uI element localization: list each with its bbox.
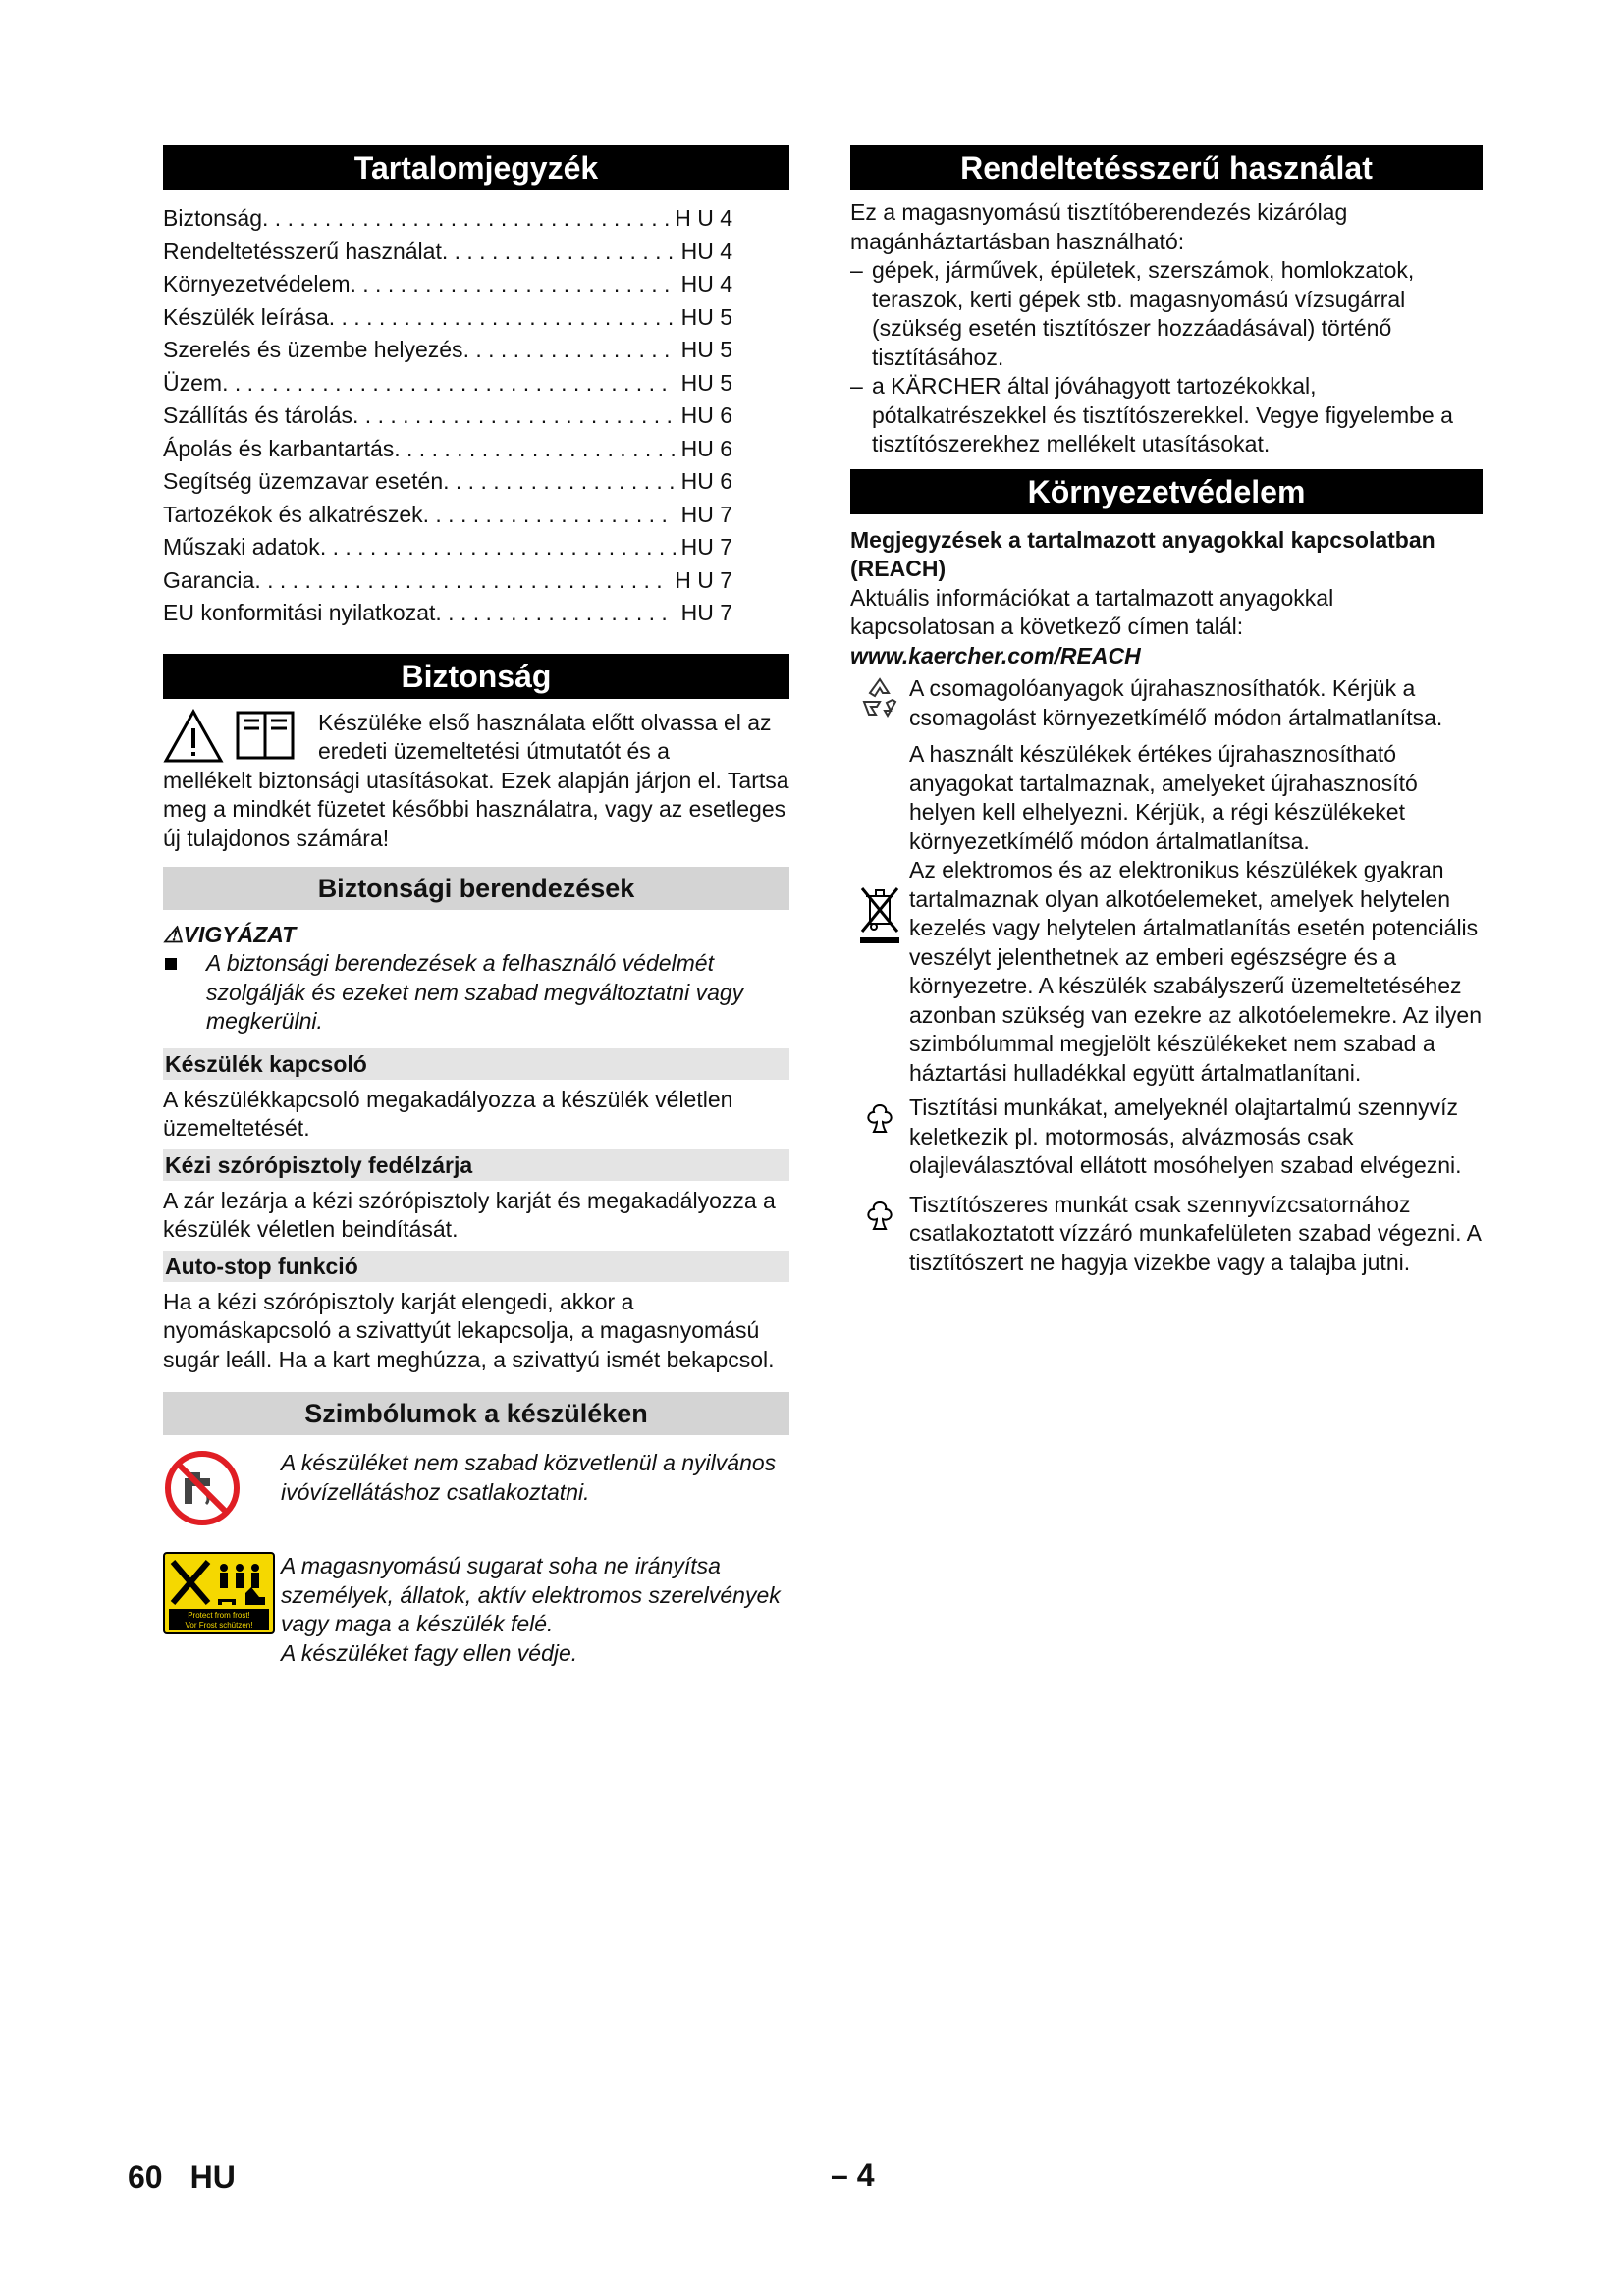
safety-intro-text-1: Készüléke első használata előtt olvassa el az eredeti üzemeltetési útmutatót és a [318,709,772,764]
toc-item[interactable]: Szerelés és üzembe helyezés . . . HU 5 [163,334,732,367]
safety-intro [163,709,789,767]
language-code: HU [189,2160,236,2195]
intended-use-item-1: – gépek, járművek, épületek, szerszámok, homlokzatok, teraszok, kerti gépek stb. magasnyomású vízsugárral (szükség esetén tisztítószer hozzáadásával) történő tisztításához. [850,256,1483,372]
toc-item[interactable]: Műszaki adatok . . . HU 7 [163,531,732,564]
symbol-row-water [163,1449,789,1532]
recycling-icon [858,674,901,718]
packaging-text: A csomagolóanyagok újrahasznosíthatók. Kérjük a csomagolást környezetkímélő módon ártalmatlanítsa. [909,675,1443,730]
safety-heading: Biztonság [163,654,789,699]
switch-subheading: Készülék kapcsoló [163,1048,789,1080]
safety-intro-text-2: mellékelt biztonsági utasításokat. Ezek alapján járjon el. Tartsa meg a mindkét füzetet későbbi használatra, vagy az esetleges új tulajdonos számára! [163,767,789,851]
symbol-water-text: A készüléket nem szabad közvetlenül a nyilvános ivóvízellátáshoz csatlakoztatni. [281,1450,777,1505]
toc-item[interactable]: Üzem . . . HU 5 [163,367,732,400]
env-detergent-row [850,1191,1483,1278]
weee-text: A használt készülékek értékes újrahasznosítható anyagokat tartalmaznak, amelyeket újrahasznosító helyen kell elhelyezni. Kérjük, a régi készülékeket környezetkímélő módon ártalmatlanítsa. [909,741,1418,854]
intended-use-item-2: – a KÄRCHER által jóváhagyott tartozékokkal, pótalkatrészekkel és tisztítószerekkel. Vegye figyelembe a tisztítószerekhez mellékelt utasításokat. [850,372,1483,459]
toc-item[interactable]: EU konformitási nyilatkozat . . . HU 7 [163,597,732,630]
intended-use-item-1-text: gépek, járművek, épületek, szerszámok, homlokzatok, teraszok, kerti gépek stb. magasnyomású vízsugárral (szükség esetén tisztítószer hozzáadásával) történő tisztításához. [872,257,1415,370]
symbol-jet-text: A magasnyomású sugarat soha ne irányítsa személyek, állatok, aktív elektromos szerelvények vagy maga a készülék felé. [281,1553,781,1636]
right-column [850,145,1483,1277]
manual-book-icon [234,709,297,764]
environment-tree-icon [862,1199,897,1234]
env-oil-row [850,1094,1483,1181]
crossed-out-bin-icon [858,884,901,943]
frost-label-1: Protect from frost! [188,1611,250,1620]
reach-url[interactable]: www.kaercher.com/REACH [850,642,1141,668]
intended-use-intro: Ez a magasnyomású tisztítóberendezés kizárólag magánháztartásban használható: [850,199,1348,254]
toc-item[interactable]: Tartozékok és alkatrészek . . . HU 7 [163,499,732,532]
symbol-frost-text: A készüléket fagy ellen védje. [281,1639,578,1666]
bullet-square [165,958,177,970]
env-weee-row [850,740,1483,1088]
toc-item[interactable]: Környezetvédelem . . . HU 4 [163,268,732,301]
page-footer [128,2160,263,2196]
lock-subheading: Kézi szórópisztoly fedélzárja [163,1149,789,1181]
warning-label: ⚠VIGYÁZAT [163,922,297,947]
toc-item[interactable]: Készülék leírása . . . HU 5 [163,301,732,335]
symbols-heading: Szimbólumok a készüléken [163,1392,789,1435]
oil-text: Tisztítási munkákat, amelyeknél olajtartalmú szennyvíz keletkezik pl. motormosás, alvázmosás csak olajleválasztóval ellátott mosóhelyen szabad elvégezni. [909,1095,1462,1178]
env-packaging-row [850,674,1483,732]
warning-bullet [163,949,789,1037]
environment-heading: Környezetvédelem [850,469,1483,514]
toc-item[interactable]: Biztonság . . . H U 4 [163,202,732,236]
toc-item[interactable]: Segítség üzemzavar esetén . . . HU 6 [163,465,732,499]
intended-use-heading: Rendeltetésszerű használat [850,145,1483,190]
environment-tree-icon [862,1101,897,1137]
lock-text: A zár lezárja a kézi szórópisztoly karját és megakadályozza a készülék véletlen beindítását. [163,1187,776,1242]
intended-use-item-2-text: a KÄRCHER által jóváhagyott tartozékokkal, pótalkatrészekkel és tisztítószerekkel. Vegye figyelembe a tisztítószerekhez mellékelt utasításokat. [872,373,1453,456]
toc-item[interactable]: Szállítás és tárolás . . . HU 6 [163,400,732,433]
warning-triangle-icon [163,709,224,764]
toc-list [163,202,732,630]
reach-text: Aktuális információkat a tartalmazott anyagokkal kapcsolatosan a következő címen talál: [850,584,1334,639]
reach-title: Megjegyzések a tartalmazott anyagokkal kapcsolatban (REACH) [850,526,1435,581]
toc-item[interactable]: Ápolás és karbantartás . . . HU 6 [163,433,732,466]
symbol-row-jet [163,1552,789,1668]
safety-icons [163,709,318,767]
warning-text: A biztonsági berendezések a felhasználó védelmét szolgálják és ezeket nem szabad megváltoztatni vagy megkerülni. [206,950,744,1034]
left-column [163,145,789,1668]
no-drinking-water-connection-icon [163,1449,242,1527]
autostop-text: Ha a kézi szórópisztoly karját elengedi, akkor a nyomáskapcsoló a szivattyút lekapcsolja, a magasnyomású sugár leáll. Ha a kart meghúzza, a szivattyú ismét bekapcsol. [163,1288,775,1372]
autostop-subheading: Auto-stop funkció [163,1251,789,1282]
frost-label-2: Vor Frost schützen! [185,1621,253,1629]
no-spray-at-people-frost-icon [163,1552,275,1634]
toc-heading: Tartalomjegyzék [163,145,789,190]
toc-item[interactable]: Garancia . . . H U 7 [163,564,732,598]
page-center-marker: – 4 [831,2158,875,2193]
weee-text-2: Az elektromos és az elektronikus készülékek gyakran tartalmaznak olyan alkotóelemeket, amelyek helytelen kezelés vagy helytelen ártalmatlanítás esetén potenciális veszélyt jelenthetnek az emberi egészségre és a környezetre. A készülék szabályszerű üzemeltetéséhez azonban szükség van ezekre az alkotóelemekre. Az ilyen szimbólummal megjelölt készülékeket nem szabad a háztartási hulladékkal együtt ártalmatlanítani. [909,857,1482,1086]
safety-devices-heading: Biztonsági berendezések [163,867,789,910]
toc-item[interactable]: Rendeltetésszerű használat . . . HU 4 [163,236,732,269]
page-number: 60 [128,2160,163,2195]
switch-text: A készülékkapcsoló megakadályozza a készülék véletlen üzemeltetését. [163,1086,733,1141]
detergent-text: Tisztítószeres munkát csak szennyvízcsatornához csatlakoztatott vízzáró munkafelületen szabad végezni. A tisztítószert ne hagyja vizekbe vagy a talajba jutni. [909,1191,1481,1275]
